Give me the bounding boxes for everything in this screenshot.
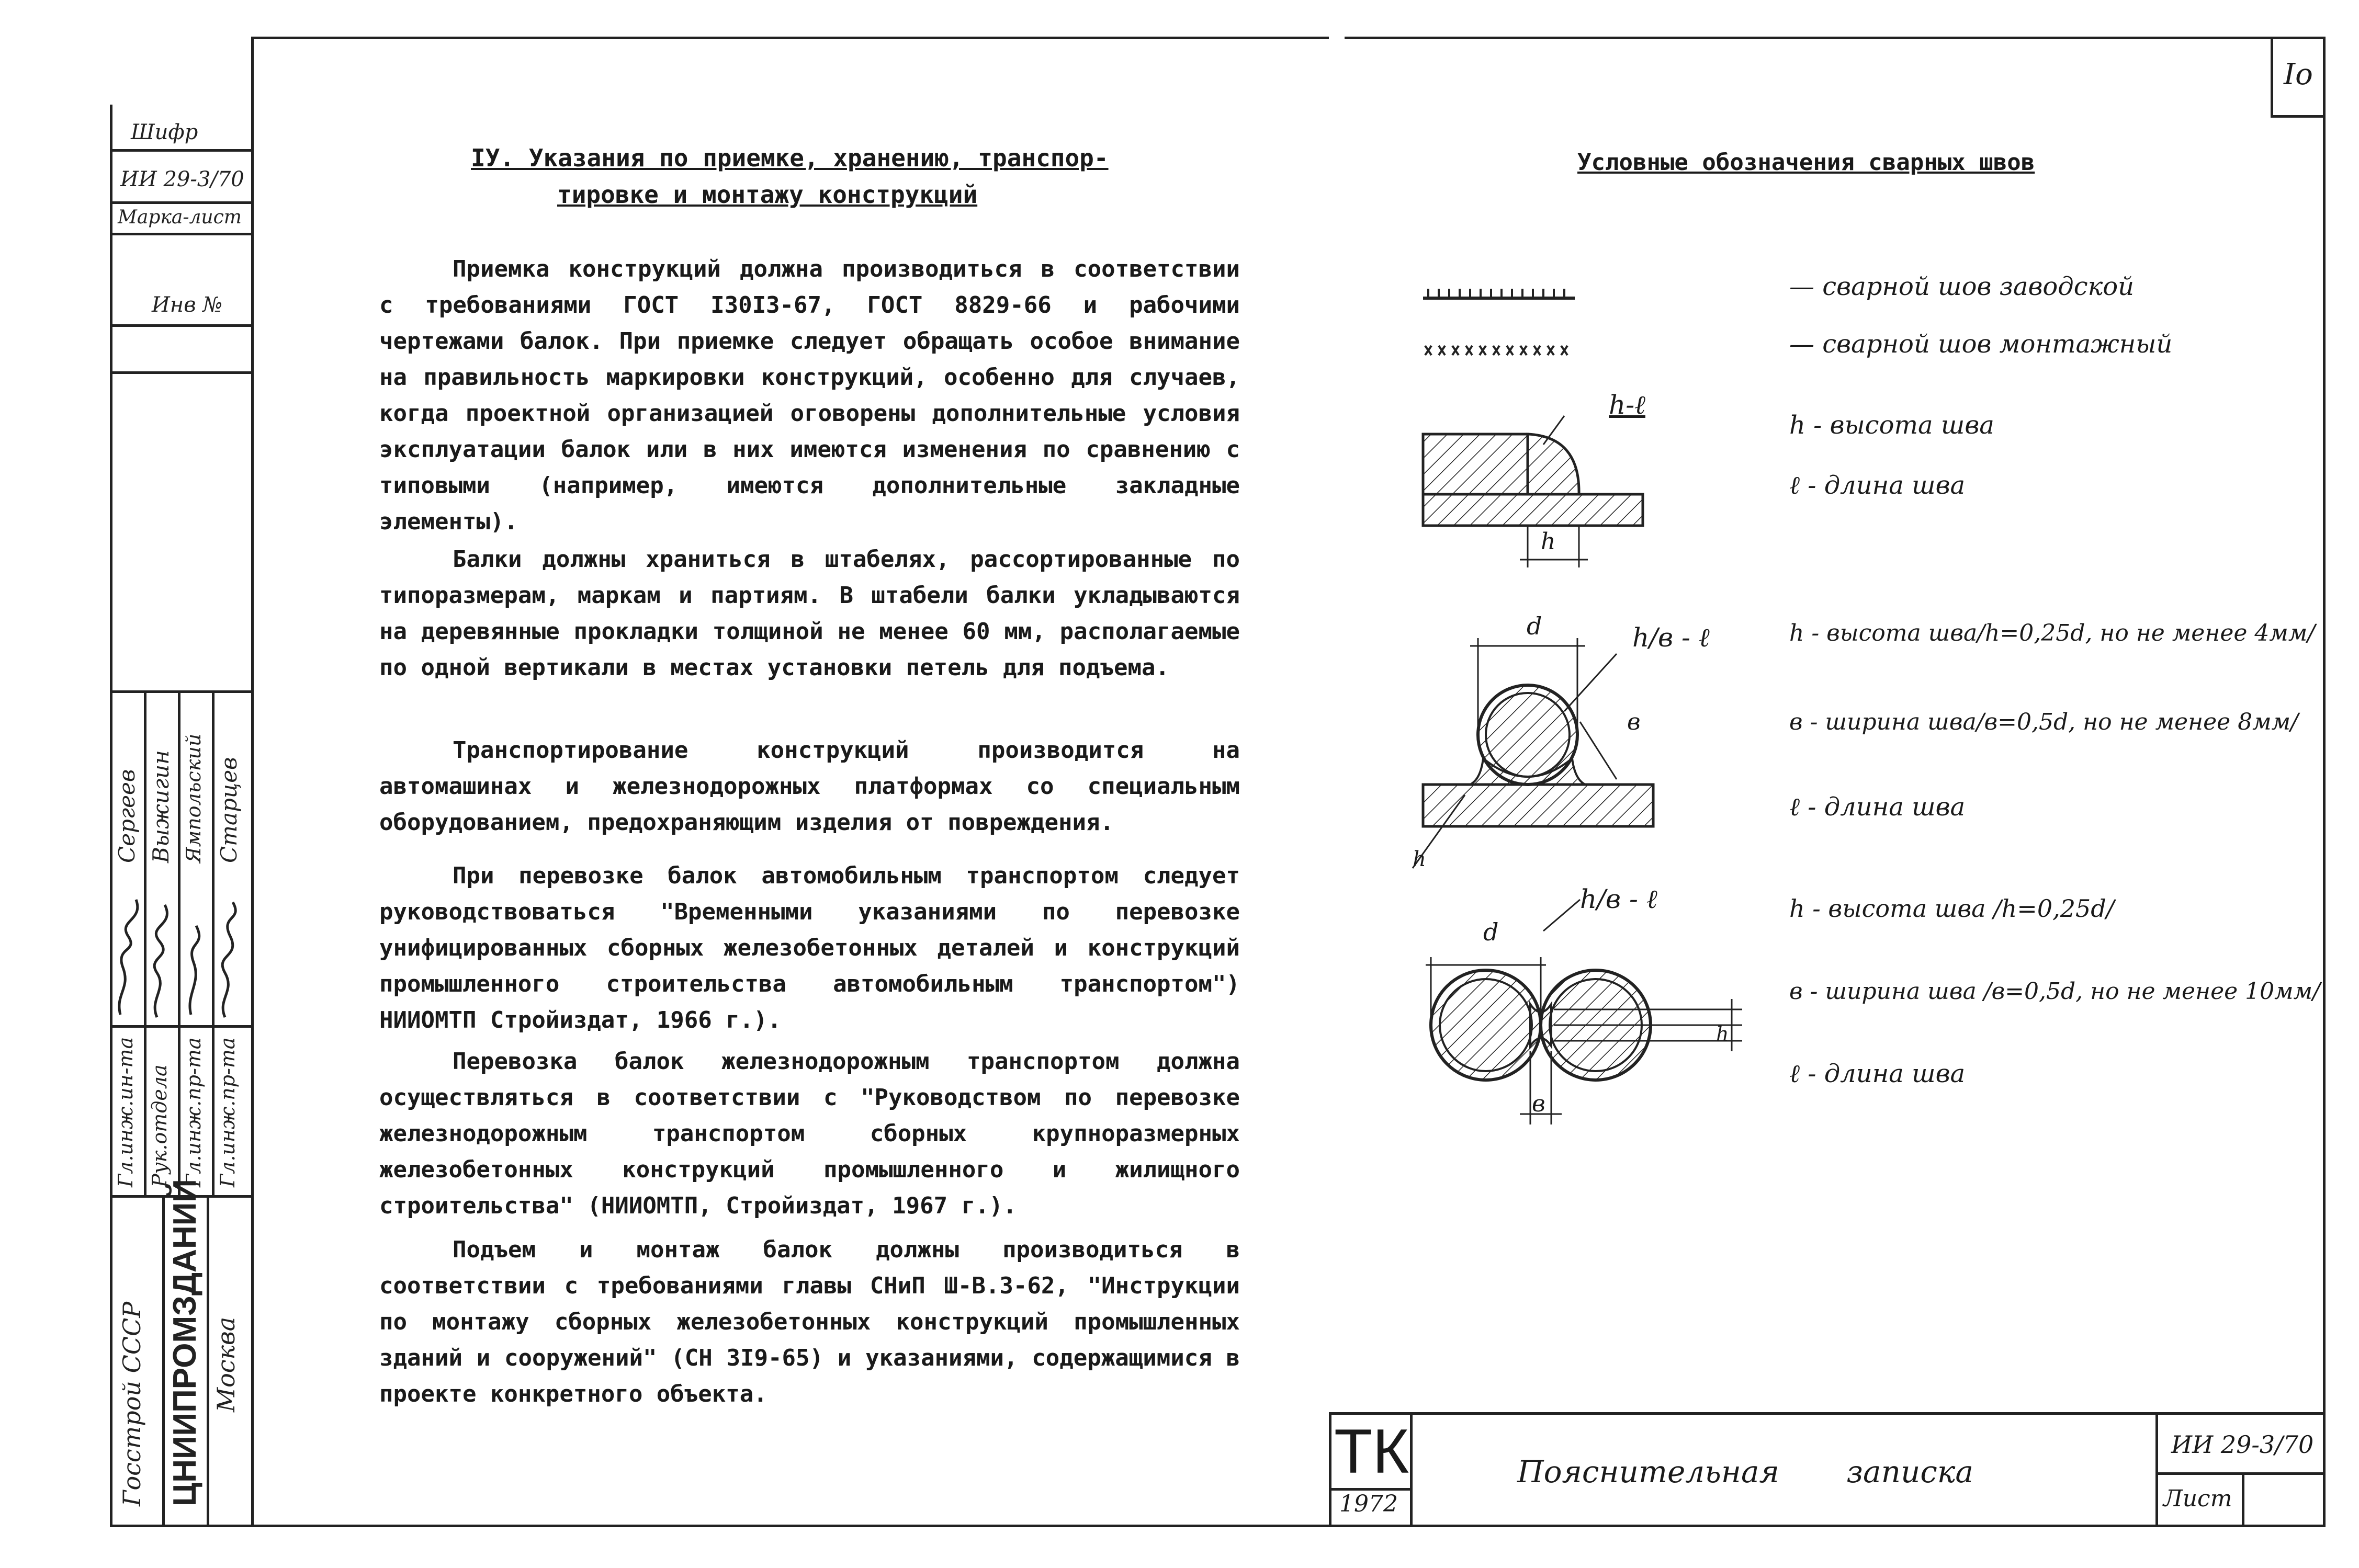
legend-field-weld: — сварной шов монтажный bbox=[1789, 329, 2173, 359]
paragraph-acceptance: Приемка конструкций должна производиться в соответствии с требованиями ГОСТ I30I3-67, ГОСТ 8829-66 и рабочими чертежами балок. При приемке следует обращать особое внимание на правильность маркировки конструкций, особенно для случаев, когда проектной организацией оговорены дополнительные условия эксплуатации балок или в них имеются изменения по сравнению с типовыми (например, имеются дополнительные закладные элементы). bbox=[379, 256, 1240, 535]
sig-role-1: Гл.инж.ин-та bbox=[114, 1037, 137, 1187]
stamp-mark-sheet: Марка-лист bbox=[118, 207, 242, 228]
fig1-line-2: ℓ - длина шва bbox=[1789, 471, 1966, 500]
fig3-dim-d: d bbox=[1483, 918, 1499, 946]
factory-weld-symbol bbox=[1423, 282, 1575, 303]
sheet-label: Лист bbox=[2163, 1485, 2232, 1512]
section-title-line2: тировке и монтажу конструкций bbox=[557, 180, 978, 209]
tk-mark: ТК bbox=[1334, 1416, 1409, 1486]
sig-role-2: Рук.отдела bbox=[148, 1064, 171, 1187]
fig2-dim-d: d bbox=[1527, 612, 1542, 640]
fig2-line-2: в - ширина шва/в=0,5d, но не менее 8мм/ bbox=[1789, 709, 2298, 735]
sig-role-4: Гл.инж.пр-та bbox=[216, 1037, 239, 1187]
stamp-row-1 bbox=[110, 149, 251, 152]
tk-year: 1972 bbox=[1339, 1491, 1398, 1517]
titleblock-code-divider bbox=[2155, 1472, 2323, 1475]
paragraph-road-transport: При перевозке балок автомобильным транспортом следует руководствоваться "Временными указаниями по перевозке унифицированных сборных железобетонных деталей и конструкций промышленного строительства автомобильным транспортом") НИИОМТП Стройиздат, 1966 г.). bbox=[379, 862, 1240, 1033]
fig3-dim-h: h bbox=[1716, 1022, 1729, 1046]
org-col-2 bbox=[207, 1195, 209, 1525]
titleblock-top bbox=[1329, 1412, 2323, 1415]
fig1-line-1: h - высота шва bbox=[1789, 411, 1994, 440]
frame-left-border bbox=[251, 37, 254, 1526]
sig-name-3: Ямпольский bbox=[182, 733, 205, 863]
legend-factory-weld: — сварной шов заводской bbox=[1789, 272, 2135, 301]
paragraph-transport: Транспортирование конструкций производится на автомашинах и железнодорожных платформах со специальным оборудованием, предохраняющим изделия от повреждения. bbox=[379, 737, 1240, 836]
bar-to-bar-weld-figure bbox=[1423, 894, 1747, 1135]
sig-name-2: Выжигин bbox=[148, 750, 174, 863]
fig2-dim-b: в bbox=[1627, 709, 1641, 735]
org-city: Москва bbox=[212, 1316, 240, 1412]
fig3-line-1: h - высота шва /h=0,25d/ bbox=[1789, 894, 2115, 923]
document-code: ИИ 29-3/70 bbox=[2171, 1430, 2314, 1459]
stamp-inventory: Инв № bbox=[152, 293, 223, 317]
org-col-1 bbox=[162, 1195, 165, 1525]
fig2-line-1: h - высота шва/h=0,25d, но не менее 4мм/ bbox=[1789, 620, 2316, 646]
legend-title: Условные обозначения сварных швов bbox=[1577, 149, 2035, 176]
titleblock-col-title bbox=[1410, 1412, 1413, 1527]
frame-right-border bbox=[2323, 37, 2326, 1526]
titleblock-col-tk bbox=[1329, 1412, 1331, 1527]
sig-name-4: Старцев bbox=[216, 757, 242, 863]
fig2-dim-h: h bbox=[1413, 847, 1426, 871]
fig3-line-2: в - ширина шва /в=0,5d, но не менее 10мм/ bbox=[1789, 978, 2320, 1005]
fig2-line-3: ℓ - длина шва bbox=[1789, 792, 1966, 822]
fig3-dim-b: в bbox=[1532, 1090, 1545, 1117]
paragraph-erection: Подъем и монтаж балок должны производиться в соответствии с требованиями главы СНиП Ш-В.3-62, "Инструкции по монтажу сборных железобетонных конструкций промышленных зданий и сооружений" (СН 3I9-65) и указаниями, содержащимися в проекте конкретного объекта. bbox=[379, 1236, 1240, 1407]
sheet-number: Io bbox=[2284, 58, 2313, 92]
stamp-cipher-label: Шифр bbox=[131, 120, 198, 144]
sig-role-3: Гл.инж.пр-та bbox=[182, 1037, 205, 1187]
stamp-left-edge bbox=[110, 105, 112, 1526]
sig-name-1: Сергеев bbox=[114, 769, 140, 863]
stamp-row-3 bbox=[110, 233, 251, 235]
fig3-line-3: ℓ - длина шва bbox=[1789, 1059, 1966, 1088]
fig3-tag: h/в - ℓ bbox=[1580, 884, 1657, 914]
paragraph-storage: Балки должны храниться в штабелях, рассортированные по типоразмерам, маркам и партиям. В штабели балки укладываются на деревянные прокладки толщиной не менее 60 мм, располагаемые по одной вертикали в местах установки петель для подъема. bbox=[379, 546, 1240, 681]
stamp-row-2 bbox=[110, 201, 251, 204]
titleblock-sheet-divider bbox=[2242, 1472, 2244, 1525]
stamp-cipher-value: ИИ 29-3/70 bbox=[120, 167, 244, 191]
stamp-row-4 bbox=[110, 324, 251, 327]
frame-bottom bbox=[110, 1525, 2326, 1527]
fig1-tag: h-ℓ bbox=[1609, 390, 1645, 420]
stamp-row-5 bbox=[110, 371, 251, 374]
org-institute: ЦНИИПРОМЗДАНИЙ bbox=[167, 1179, 203, 1506]
field-weld-symbol bbox=[1423, 343, 1575, 358]
section-title-line1: IУ. Указания по приемке, хранению, транспор- bbox=[471, 144, 1109, 172]
paragraph-rail-transport: Перевозка балок железнодорожным транспортом должна осуществляться в соответствии с "Руководством по перевозке железнодорожным транспортом сборных крупноразмерных железобетонных конструкций промышленного и жилищного строительства" (НИИОМТП, Стройиздат, 1967 г.). bbox=[379, 1048, 1240, 1219]
bar-to-plate-weld-figure bbox=[1392, 622, 1685, 894]
org-ministry: Госстрой СССР bbox=[118, 1301, 146, 1506]
document-title: Пояснительная записка bbox=[1517, 1454, 1974, 1490]
sig-table-top bbox=[110, 690, 251, 693]
fig2-tag: h/в - ℓ bbox=[1632, 622, 1710, 653]
signatures-drawing bbox=[107, 889, 254, 1025]
sig-divider bbox=[110, 1025, 251, 1028]
frame-top-left bbox=[251, 37, 1329, 39]
fig1-dim-h: h bbox=[1541, 528, 1556, 555]
titleblock-col-code bbox=[2155, 1412, 2158, 1527]
frame-top-right bbox=[1345, 37, 2326, 39]
